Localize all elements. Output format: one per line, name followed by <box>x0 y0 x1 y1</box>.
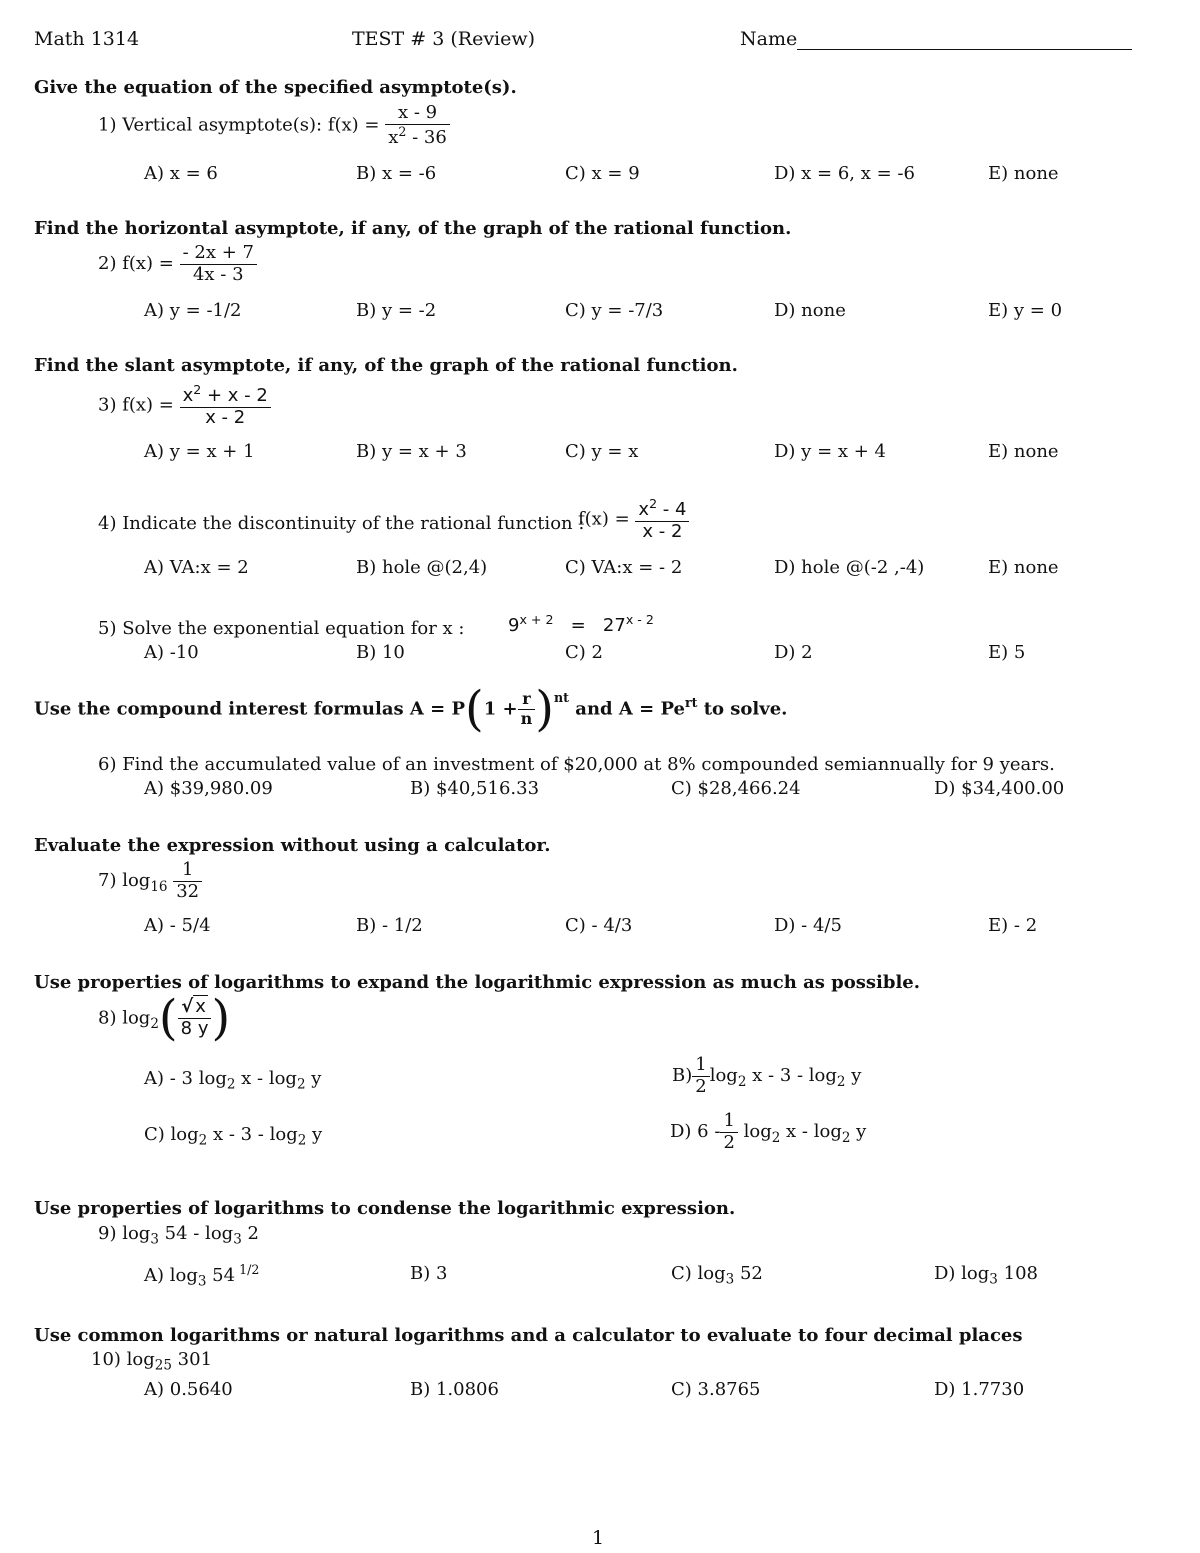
q4-choice-c: C) VA:x = - 2 <box>565 557 683 578</box>
q1-choice-d: D) x = 6, x = -6 <box>774 163 915 184</box>
q6-choice-c: C) $28,466.24 <box>671 778 801 799</box>
q1-choice-a: A) x = 6 <box>144 163 218 184</box>
q8-choice-a: A) - 3 $\log_2 x - \log_2 y$ <box>144 1068 322 1093</box>
section-7-instruction: Evaluate the expression without using a calculator. <box>34 835 551 856</box>
q5-choice-b: B) 10 <box>356 642 405 663</box>
q9-choice-b: B) 3 <box>410 1263 448 1284</box>
question-1 <box>98 103 450 148</box>
q8-choice-d: D) 6 - $\frac{1}{2}$ $\log_2 x - \log_2 y$ <box>670 1110 867 1153</box>
q9-choice-d: D) $\log_3 108$ <box>934 1263 1038 1288</box>
section-6-instruction: Use the compound interest formulas A = P(1 + $\frac{r}{n}$ )$^{nt}$ and $A = Pe^{rt}$ to solve. <box>34 681 788 737</box>
q4-numerator: $x^2 - 4$ <box>635 497 689 522</box>
page-number: 1 <box>592 1527 605 1549</box>
q6-choice-b: B) $40,516.33 <box>410 778 540 799</box>
question-10: 10) $\log_{25} 301$ <box>91 1349 213 1374</box>
q5-choice-e: E) 5 <box>988 642 1026 663</box>
q5-choice-a: A) -10 <box>144 642 199 663</box>
course-label: Math 1314 <box>34 28 140 50</box>
section-9-instruction: Use properties of logarithms to condense the logarithmic expression. <box>34 1198 736 1219</box>
q7-choice-e: E) - 2 <box>988 915 1038 936</box>
q4-choice-a: A) VA:x = 2 <box>144 557 249 578</box>
q6-choice-d: D) $34,400.00 <box>934 778 1065 799</box>
q4-choice-d: D) hole @(-2 ,-4) <box>774 557 925 578</box>
section-1-instruction: Give the equation of the specified asymptote(s). <box>34 77 517 98</box>
q7-choice-c: C) - 4/3 <box>565 915 633 936</box>
q8-choice-c: C) $\log_2 x - 3 - \log_2 y$ <box>144 1124 323 1149</box>
q4-choice-e: E) none <box>988 557 1059 578</box>
q2-prompt: 2) f(x) = <box>98 253 174 275</box>
q5-choice-c: C) 2 <box>565 642 603 663</box>
q10-choice-b: B) 1.0806 <box>410 1379 499 1400</box>
question-3 <box>98 383 271 428</box>
q7-choice-a: A) - 5/4 <box>144 915 211 936</box>
name-field <box>740 28 1132 50</box>
q1-choice-c: C) x = 9 <box>565 163 640 184</box>
q1-choice-b: B) x = -6 <box>356 163 437 184</box>
q1-numerator: x - 9 <box>385 103 450 125</box>
q4-function <box>578 497 689 542</box>
q4-choice-b: B) hole @(2,4) <box>356 557 488 578</box>
q6-choice-a: A) $39,980.09 <box>144 778 273 799</box>
q4-fraction <box>635 497 689 542</box>
q4-prompt: 4) Indicate the discontinuity of the rational function : <box>98 513 585 534</box>
q3-choice-b: B) y = x + 3 <box>356 441 467 462</box>
question-8: 8) $\log_2$( $\frac{√ x}{8 y}$ ) <box>98 989 231 1046</box>
q4-denominator: x - 2 <box>642 520 683 542</box>
q2-choice-b: B) y = -2 <box>356 300 437 321</box>
section-3-instruction: Find the slant asymptote, if any, of the graph of the rational function. <box>34 355 738 376</box>
q3-numerator: $x^2 + x - 2$ <box>180 383 271 408</box>
q8-choice-b: B) $\frac{1}{2}$ $\log_2 x - 3 - \log_2 y$ <box>672 1054 862 1097</box>
q7-choice-d: D) - 4/5 <box>774 915 842 936</box>
q6-prompt: 6) Find the accumulated value of an investment of $20,000 at 8% compounded semiannually for 9 years. <box>98 754 1055 775</box>
q5-prompt: 5) Solve the exponential equation for x : <box>98 618 465 639</box>
question-2 <box>98 243 257 285</box>
q10-choice-d: D) 1.7730 <box>934 1379 1025 1400</box>
q2-numerator: - 2x + 7 <box>180 243 257 265</box>
q1-choice-e: E) none <box>988 163 1059 184</box>
q10-choice-a: A) 0.5640 <box>144 1379 233 1400</box>
q2-choice-c: C) y = -7/3 <box>565 300 664 321</box>
q9-choice-a: A) $\log_3 54$ $^{1/2}$ <box>144 1262 260 1290</box>
q7-choice-b: B) - 1/2 <box>356 915 423 936</box>
section-10-instruction: Use common logarithms or natural logarithms and a calculator to evaluate to four decimal places <box>34 1325 1023 1346</box>
q2-choice-e: E) y = 0 <box>988 300 1063 321</box>
question-7: 7) $\log_{16}$ $\frac{1}{32}$ <box>98 860 202 902</box>
section-8-instruction: Use properties of logarithms to expand the logarithmic expression as much as possible. <box>34 972 921 993</box>
test-title: TEST # 3 (Review) <box>352 28 536 50</box>
q1-prompt: 1) Vertical asymptote(s): f(x) = <box>98 114 380 136</box>
section-2-instruction: Find the horizontal asymptote, if any, of the graph of the rational function. <box>34 218 792 239</box>
q3-choice-c: C) y = x <box>565 441 639 462</box>
q1-denominator: $x^2 - 36$ <box>388 123 447 148</box>
q2-choice-a: A) y = -1/2 <box>144 300 242 321</box>
q5-equation: $9^{x + 2}$ = 27$^{x - 2}$ <box>508 612 654 636</box>
name-blank-line <box>797 31 1132 50</box>
q2-denominator: 4x - 3 <box>192 263 244 285</box>
q3-prompt: 3) f(x) = <box>98 394 174 416</box>
q1-fraction <box>385 103 450 148</box>
q9-choice-c: C) $\log_3 52$ <box>671 1263 763 1288</box>
q5-choice-d: D) 2 <box>774 642 813 663</box>
q3-fraction <box>180 383 271 428</box>
q2-fraction <box>180 243 257 285</box>
q2-choice-d: D) none <box>774 300 846 321</box>
q3-choice-e: E) none <box>988 441 1059 462</box>
q3-choice-a: A) y = x + 1 <box>144 441 255 462</box>
q3-choice-d: D) y = x + 4 <box>774 441 886 462</box>
q3-denominator: x - 2 <box>205 406 246 428</box>
q4-fx-label: f(x) = <box>578 508 630 530</box>
name-label: Name <box>740 28 798 50</box>
question-9: 9) $\log_3 54 - \log_3 2$ <box>98 1223 259 1248</box>
q10-choice-c: C) 3.8765 <box>671 1379 761 1400</box>
